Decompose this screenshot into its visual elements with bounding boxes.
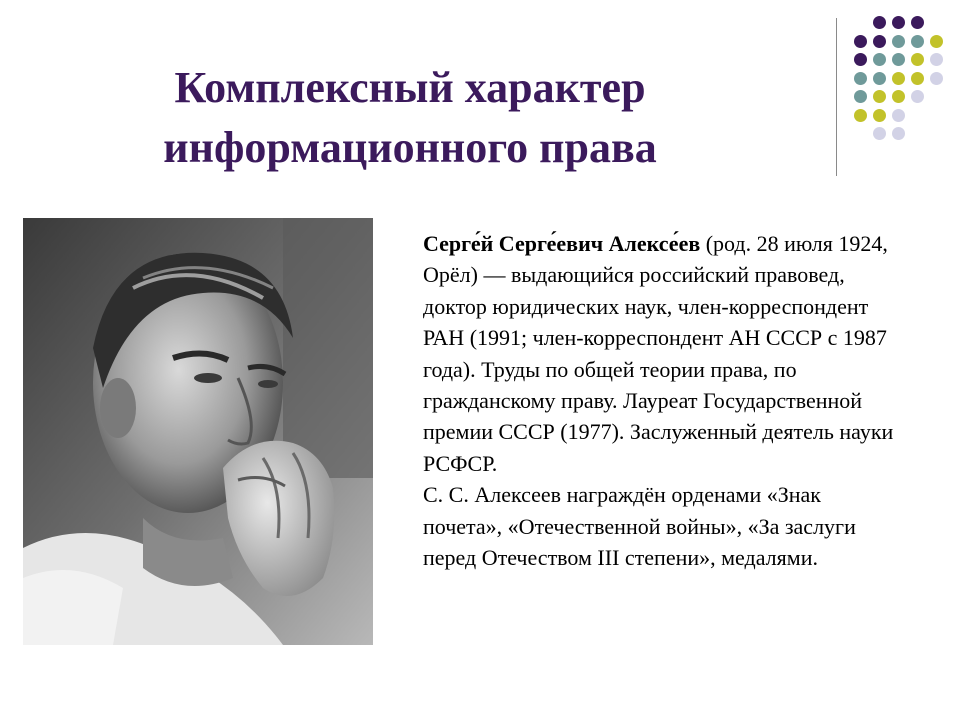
portrait-icon xyxy=(23,218,373,645)
decorative-dot xyxy=(873,16,886,29)
bio-paragraph-1-text: (род. 28 июля 1924, Орёл) — выдающийся российский правовед, доктор юридических наук, член-корреспондент РАН (1991; член-корреспондент АН СССР с 1987 года). Труды по общей теории права, по гражданскому праву. Лауреат Государственной премии СССР (1977). Заслуженный деятель науки РСФСР. xyxy=(423,231,894,476)
decorative-dot xyxy=(911,90,924,103)
decorative-dot xyxy=(873,53,886,66)
decorative-dot xyxy=(892,16,905,29)
decorative-dot xyxy=(930,35,943,48)
decorative-dot xyxy=(930,72,943,85)
decorative-dot xyxy=(892,72,905,85)
portrait-photo xyxy=(23,218,373,645)
decorative-dot xyxy=(892,53,905,66)
biography-text xyxy=(423,228,903,573)
title-line-2: информационного права xyxy=(163,123,657,172)
decorative-dot xyxy=(930,53,943,66)
decorative-dot xyxy=(911,72,924,85)
decorative-dot xyxy=(854,72,867,85)
decorative-dot xyxy=(873,35,886,48)
title-line-1: Комплексный характер xyxy=(174,63,646,112)
decorative-dot xyxy=(854,90,867,103)
decorative-dot xyxy=(911,53,924,66)
decorative-dot xyxy=(873,90,886,103)
decorative-divider xyxy=(836,18,837,176)
decorative-dot xyxy=(892,35,905,48)
decorative-dot xyxy=(873,109,886,122)
bio-paragraph-1 xyxy=(423,228,903,479)
slide-title xyxy=(60,58,760,178)
bio-paragraph-2: С. С. Алексеев награждён орденами «Знак почета», «Отечественной войны», «За заслуги перед Отечеством III степени», медалями. xyxy=(423,482,856,571)
decorative-dot xyxy=(892,90,905,103)
decorative-dot xyxy=(873,127,886,140)
decorative-dot xyxy=(911,16,924,29)
person-name: Серге́й Серге́евич Алексе́ев xyxy=(423,231,701,256)
decorative-dot xyxy=(854,53,867,66)
decorative-dot xyxy=(892,127,905,140)
decorative-dot xyxy=(873,72,886,85)
decorative-dot xyxy=(854,109,867,122)
decorative-dot xyxy=(911,35,924,48)
decorative-dot xyxy=(892,109,905,122)
decorative-dot xyxy=(854,35,867,48)
